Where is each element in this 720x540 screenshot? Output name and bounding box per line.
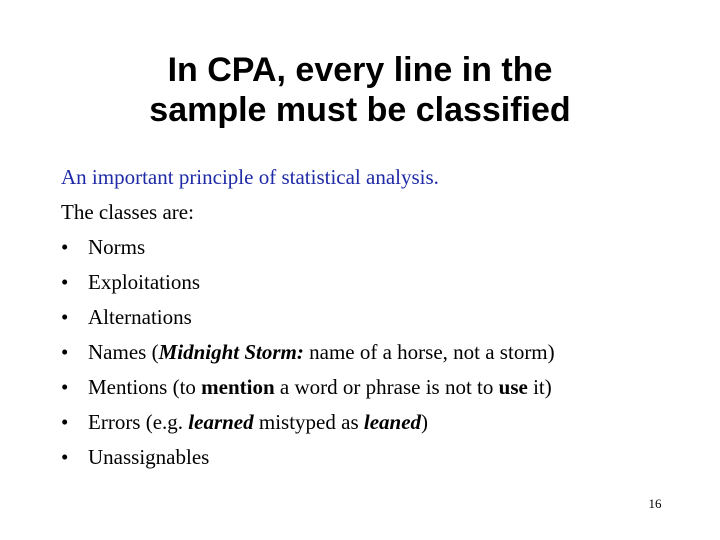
list-item-mentions	[61, 370, 701, 405]
list-item-label: Exploitations	[88, 270, 200, 294]
bullet-icon: •	[61, 410, 69, 434]
bullet-icon: •	[61, 375, 69, 399]
list-item-exploitations	[61, 265, 701, 300]
bullet-icon: •	[61, 235, 69, 259]
list-item-label: Unassignables	[88, 445, 210, 469]
classes-heading: The classes are:	[61, 200, 194, 224]
bullet-icon: •	[61, 340, 69, 364]
list-item-label: Alternations	[88, 305, 192, 329]
mentions-middle: a word or phrase is not to	[274, 375, 499, 399]
page-number: 16	[648, 496, 662, 511]
list-item-norms	[61, 230, 701, 265]
errors-middle: mistyped as	[253, 410, 364, 434]
bullet-icon: •	[61, 270, 69, 294]
errors-emph-learned: learned	[188, 410, 254, 434]
list-item-label: Norms	[88, 235, 146, 259]
names-prefix: Names (	[88, 340, 159, 364]
bullet-icon: •	[61, 445, 69, 469]
mentions-emph-mention: mention	[201, 375, 275, 399]
list-item-errors	[61, 405, 701, 440]
names-suffix: name of a horse, not a storm)	[303, 340, 555, 364]
list-item-names	[61, 335, 701, 370]
mentions-prefix: Mentions (to	[88, 375, 202, 399]
mentions-emph-use: use	[498, 375, 528, 399]
slide-body	[61, 160, 701, 475]
errors-suffix: )	[421, 410, 429, 434]
slide-title-line-1: In CPA, every line in the	[167, 51, 553, 89]
list-item-alternations	[61, 300, 701, 335]
mentions-suffix: it)	[527, 375, 552, 399]
slide-title	[60, 50, 660, 130]
bullet-icon: •	[61, 305, 69, 329]
list-item-unassignables	[61, 440, 701, 475]
intro-text: An important principle of statistical analysis.	[61, 165, 439, 189]
slide-title-line-2: sample must be classified	[149, 91, 571, 129]
errors-prefix: Errors (e.g.	[88, 410, 189, 434]
classes-list	[61, 230, 701, 475]
names-example: Midnight Storm:	[158, 340, 304, 364]
errors-emph-leaned: leaned	[363, 410, 422, 434]
